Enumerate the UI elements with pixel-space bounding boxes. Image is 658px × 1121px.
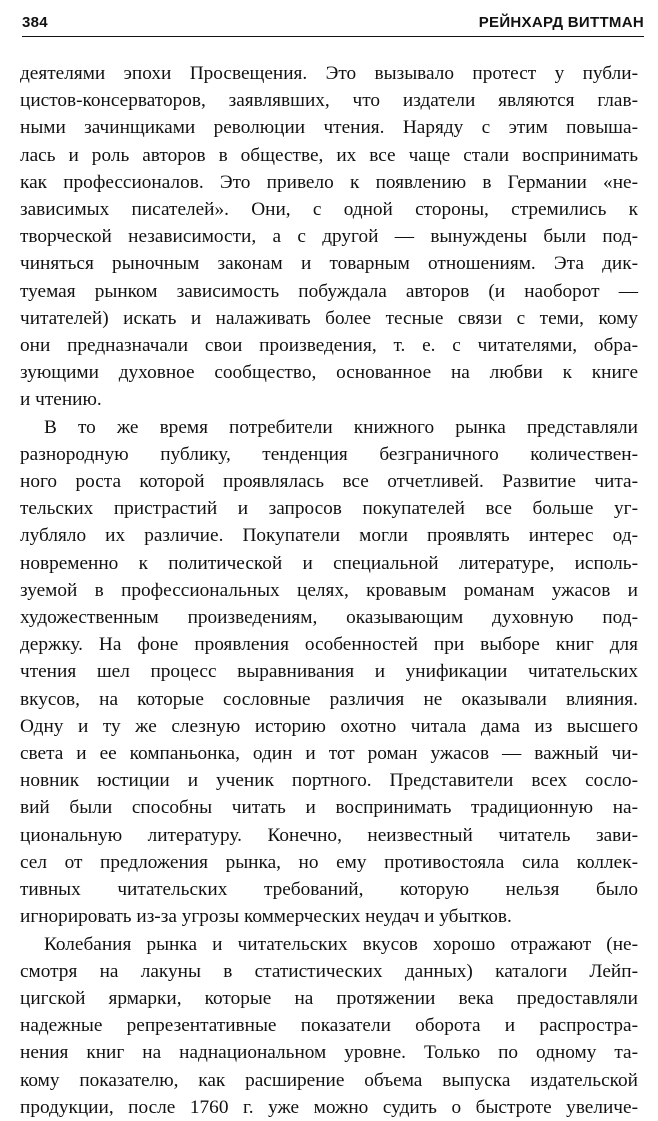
text-line: вий были способны читать и воспринимать традиционную на- bbox=[20, 797, 638, 819]
paragraph bbox=[20, 60, 638, 414]
text-line: они предназначали свои произведения, т. е. с читателями, обра- bbox=[20, 335, 638, 357]
text-line: кому показателю, как расширение объема выпуска издательской bbox=[20, 1069, 638, 1091]
text-line: туемая рынком зависимость побуждала авторов (и наоборот — bbox=[20, 280, 638, 302]
text-line: продукции, после 1760 г. уже можно судить о быстроте увеличе- bbox=[20, 1096, 638, 1118]
page-number: 384 bbox=[22, 14, 48, 31]
text-line: света и ее компаньонка, один и тот роман ужасов — важный чи- bbox=[20, 743, 638, 765]
text-line: циональную литературу. Конечно, неизвестный читатель зави- bbox=[20, 824, 638, 846]
text-line: лась и роль авторов в обществе, их все чаще стали воспринимать bbox=[20, 144, 638, 166]
text-line: зуемой в профессиональных целях, кровавым романам ужасов и bbox=[20, 579, 638, 601]
text-line: В то же время потребители книжного рынка представляли bbox=[44, 416, 638, 438]
text-line: и чтению. bbox=[20, 389, 102, 411]
text-line: лубляло их различие. Покупатели могли проявлять интерес од- bbox=[20, 525, 638, 547]
text-line: как профессионалов. Это привело к появлению в Германии «не- bbox=[20, 171, 638, 193]
text-line: надежные репрезентативные показатели оборота и распростра- bbox=[20, 1015, 638, 1037]
text-line: тивных читательских требований, которую нельзя было bbox=[20, 879, 638, 901]
text-line: ного роста которой проявлялась все отчетливей. Развитие чита- bbox=[20, 471, 638, 493]
running-head-author: РЕЙНХАРД ВИТТМАН bbox=[478, 14, 644, 31]
text-line: вкусов, на которые сословные различия не оказывали влияния. bbox=[20, 688, 638, 710]
text-line: сел от предложения рынка, но ему противостояла сила коллек- bbox=[20, 851, 638, 873]
text-line: ными зачинщиками революции чтения. Наряду с этим повыша- bbox=[20, 117, 638, 139]
body-text bbox=[20, 60, 638, 1121]
text-line: зависимых писателей». Они, с одной стороны, стремились к bbox=[20, 199, 638, 221]
text-line: держку. На фоне проявления особенностей при выборе книг для bbox=[20, 634, 638, 656]
text-line: чиняться рыночным законам и товарным отношениям. Эта дик- bbox=[20, 253, 638, 275]
text-line: разнородную публику, тенденция безграничного количествен- bbox=[20, 443, 638, 465]
text-line: художественным произведениям, оказывающим духовную под- bbox=[20, 607, 638, 629]
text-line: Одну и ту же слезную историю охотно читала дама из высшего bbox=[20, 715, 638, 737]
text-line: чтения шел процесс выравнивания и унификации читательских bbox=[20, 661, 638, 683]
paragraph bbox=[20, 931, 638, 1121]
running-header bbox=[22, 8, 644, 37]
text-line: нения книг на наднациональном уровне. Только по одному та- bbox=[20, 1042, 638, 1064]
paragraph bbox=[20, 414, 638, 931]
text-line: смотря на лакуны в статистических данных) каталоги Лейп- bbox=[20, 960, 638, 982]
text-line: творческой независимости, а с другой — вынуждены были под- bbox=[20, 226, 638, 248]
text-line: цистов-консерваторов, заявлявших, что издатели являются глав- bbox=[20, 90, 638, 112]
text-line: Колебания рынка и читательских вкусов хорошо отражают (не- bbox=[44, 933, 638, 955]
text-line: новник юстиции и ученик портного. Представители всех сосло- bbox=[20, 770, 638, 792]
text-line: цигской ярмарки, которые на протяжении века предоставляли bbox=[20, 987, 638, 1009]
text-line: читателей) искать и налаживать более тесные связи с теми, кому bbox=[20, 307, 638, 329]
text-line: деятелями эпохи Просвещения. Это вызывало протест у публи- bbox=[20, 63, 638, 84]
text-line: зующими духовное сообщество, основанное на любви к книге bbox=[20, 362, 638, 384]
text-line: новременно к политической и специальной литературе, исполь- bbox=[20, 552, 638, 574]
text-line: тельских пристрастий и запросов покупателей все больше уг- bbox=[20, 498, 638, 520]
text-line: игнорировать из-за угрозы коммерческих неудач и убытков. bbox=[20, 906, 512, 928]
